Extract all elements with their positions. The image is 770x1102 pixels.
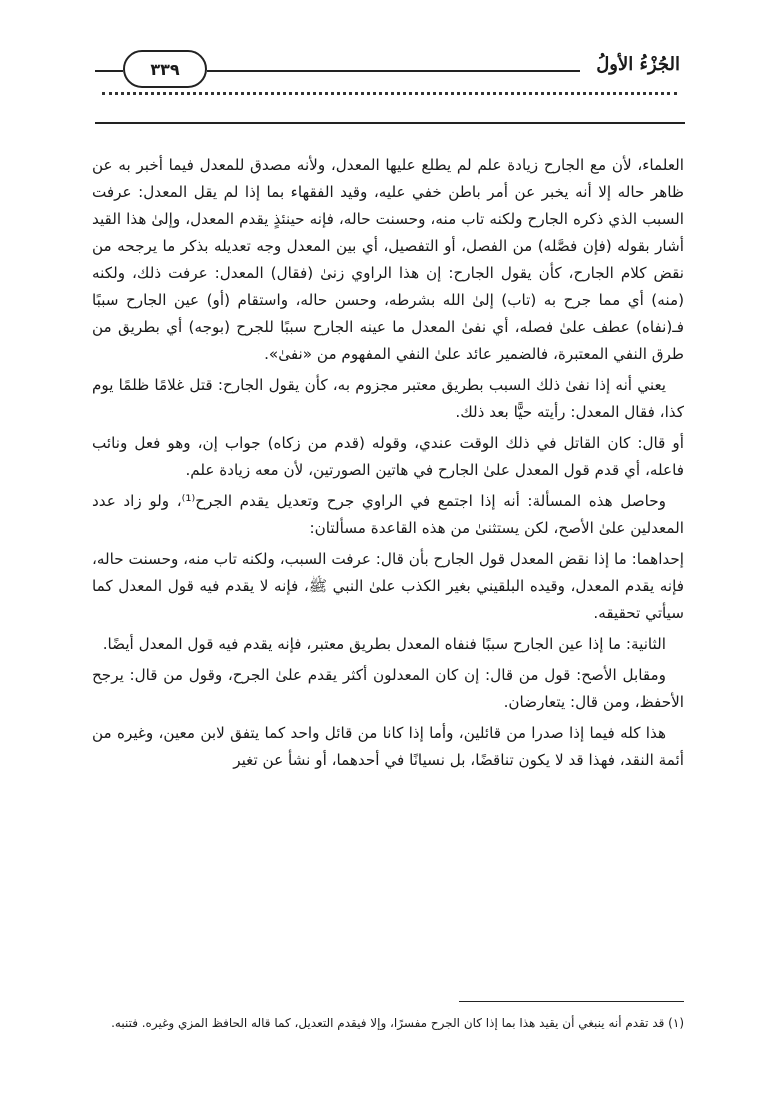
paragraph: يعني أنه إذا نفىٰ ذلك السبب بطريق معتبر مجزوم به، كأن يقول الجارح: قتل غلامًا ظلمًا يوم كذا، فقال المعدل: رأيته حيًّا بعد ذلك. [92, 376, 684, 421]
paragraph: وحاصل هذه المسألة: أنه إذا اجتمع في الراوي جرح وتعديل يقدم الجرح⁽¹⁾، ولو زاد عدد المعدلين علىٰ الأصح، لكن يستثنىٰ من هذه القاعدة مسألتان: [92, 492, 684, 537]
paragraph: هذا كله فيما إذا صدرا من قائلين، وأما إذا كانا من قائل واحد كما يتفق لابن معين، وغيره من أئمة النقد، فهذا قد لا يكون تناقضًا، بل نسيانًا في أحدهما، أو نشأ عن تغير [92, 724, 684, 769]
header-title: الجُزْءُ الأولُ [596, 54, 680, 75]
dotted-separator [102, 92, 677, 95]
paragraph: العلماء، لأن مع الجارح زيادة علم لم يطلع عليها المعدل، ولأنه مصدق للمعدل فيما أخبر به عن ظاهر حاله إلا أنه يخبر عن أمر باطن خفي عليه، وقيد الفقهاء بما إذا لم يقل المعدل: عرفت السبب الذي ذكره الجارح ولكنه تاب منه، وحسنت حاله، فإنه حينئذٍ يقدم المعدل، وإلىٰ هذا القيد أشار بقوله (فإن فصَّله) من الفصل، أو التفصيل، أي بين المعدل وجه تعديله بذكر ما يرجحه من نقض كلام الجارح، كأن يقول الجارح: إن هذا الراوي زنىٰ (فقال) المعدل: عرفت ذلك، ولكنه (منه) أي مما جرح به (تاب) إلىٰ الله بشرطه، وحسن حاله، واستقام (أو) عين الجارح سببًا فـ(نفاه) عطف علىٰ فصله، أي نفىٰ المعدل ما عينه الجارح سببًا للجرح (بوجه) أي بطريق من طرق النفي المعتبرة، فالضمير عائد علىٰ النفي المفهوم من «نفىٰ». [92, 156, 684, 363]
paragraph: إحداهما: ما إذا نقض المعدل قول الجارح بأن قال: عرفت السبب، ولكنه تاب منه، وحسنت حاله، فإنه يقدم المعدل، وقيده البلقيني بغير الكذب علىٰ النبي ﷺ، فإنه لا يقدم فيه قول المعدل كما سيأتي تحقيقه. [92, 550, 684, 622]
paragraph: ومقابل الأصح: قول من قال: إن كان المعدلون أكثر يقدم علىٰ الجرح، وقول من قال: يرجح الأحفظ، ومن قال: يتعارضان. [92, 666, 684, 711]
page-number-badge [123, 50, 207, 88]
header-rule-left [95, 70, 123, 72]
paragraph: أو قال: كان القاتل في ذلك الوقت عندي، وقوله (قدم من زكاه) جواب إن، وهو فعل ونائب فاعله، أي قدم قول المعدل علىٰ الجارح في هاتين الصورتين، لأن معه زيادة علم. [92, 434, 684, 479]
main-text [92, 152, 684, 778]
paragraph: الثانية: ما إذا عين الجارح سببًا فنفاه المعدل بطريق معتبر، فإنه يقدم فيه قول المعدل أيضًا. [102, 635, 666, 653]
footnote-rule [459, 1001, 684, 1002]
footnote: (١) قد تقدم أنه ينبغي أن يقيد هذا بما إذا كان الجرح مفسرًا، وإلا فيقدم التعديل، كما قاله الحافظ المزي وغيره. فتنبه. [111, 1016, 684, 1030]
page-number: ٣٣٩ [150, 59, 180, 79]
header-divider [95, 122, 685, 124]
header-rule-right [207, 70, 580, 72]
running-header [95, 40, 680, 90]
